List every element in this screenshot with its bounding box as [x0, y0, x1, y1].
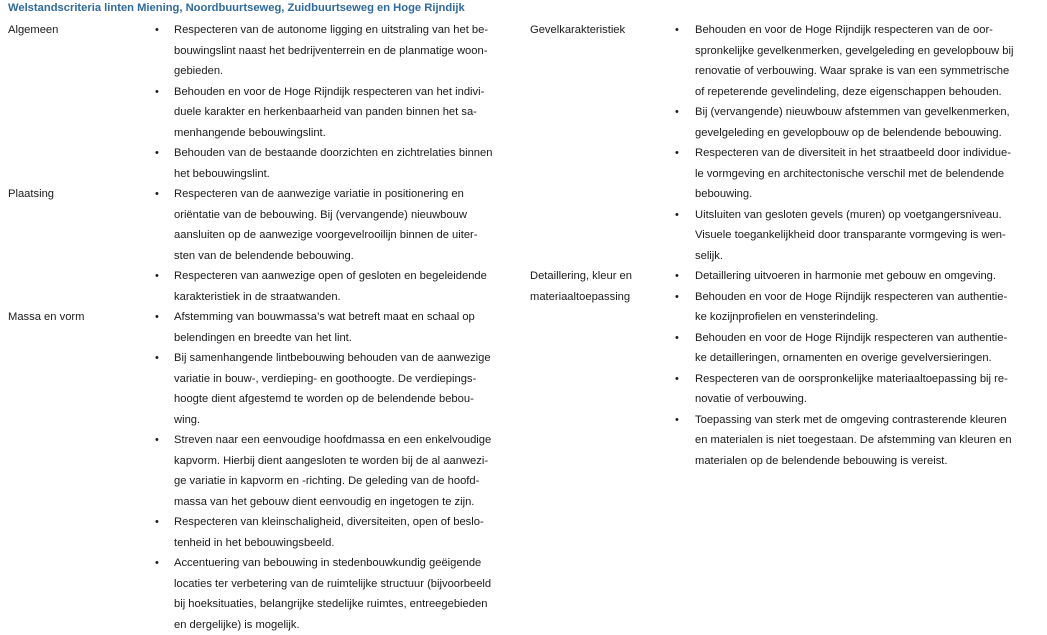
list-item — [0, 348, 510, 430]
section-plaatsing — [0, 184, 520, 307]
list-item-line: oriëntatie van de bebouwing. Bij (vervangende) nieuwbouw — [174, 205, 510, 226]
list-item — [0, 266, 510, 307]
list-item-line: massa van het gebouw dient eenvoudig en ingetogen te zijn. — [174, 492, 510, 513]
section-label-line: materiaaltoepassing — [530, 287, 680, 308]
bullet-list — [0, 307, 520, 635]
list-item-line: Uitsluiten van gesloten gevels (muren) op voetgangersniveau. — [695, 205, 1029, 226]
section-massa-en-vorm — [0, 307, 520, 635]
list-item-line: Respecteren van de oorspronkelijke materiaaltoepassing bij re- — [695, 369, 1029, 390]
bullet-icon: • — [675, 143, 679, 164]
list-item-line: Bij (vervangende) nieuwbouw afstemmen van gevelkenmerken, — [695, 102, 1029, 123]
bullet-icon: • — [675, 20, 679, 41]
list-item-line: renovatie of verbouwing. Waar sprake is van een symmetrische — [695, 61, 1029, 82]
list-item-line: novatie of verbouwing. — [695, 389, 1029, 410]
list-item-line: of repeterende gevelindeling, deze eigenschappen behouden. — [695, 82, 1029, 103]
section-label-text: Algemeen — [8, 20, 148, 41]
bullet-icon: • — [675, 287, 679, 308]
section-label-text: Massa en vorm — [8, 307, 148, 328]
list-item-line: bij hoeksituaties, belangrijke stedelijke ruimtes, entreegebieden — [174, 594, 510, 615]
list-item-line: Afstemming van bouwmassa’s wat betreft maat en schaal op — [174, 307, 510, 328]
list-item — [522, 143, 1029, 205]
list-item — [522, 369, 1029, 410]
list-item — [0, 430, 510, 512]
list-item-line: Behouden en voor de Hoge Rijndijk respecteren van de oor- — [695, 20, 1029, 41]
bullet-icon: • — [675, 369, 679, 390]
bullet-list — [522, 20, 1042, 266]
left-column — [0, 20, 520, 635]
bullet-icon: • — [155, 266, 159, 287]
list-item-line: Accentuering van bebouwing in stedenbouwkundig geëigende — [174, 553, 510, 574]
bullet-icon: • — [675, 266, 679, 287]
list-item-line: bouwingslint naast het bedrijventerrein en de planmatige woon- — [174, 41, 510, 62]
list-item-line: ke detailleringen, ornamenten en overige gevelversieringen. — [695, 348, 1029, 369]
list-item-line: kapvorm. Hierbij dient aangesloten te worden bij de al aanwezi- — [174, 451, 510, 472]
bullet-icon: • — [155, 20, 159, 41]
bullet-icon: • — [155, 184, 159, 205]
list-item-line: selijk. — [695, 246, 1029, 267]
list-item-line: Behouden en voor de Hoge Rijndijk respecteren van het indivi- — [174, 82, 510, 103]
list-item-line: Respecteren van kleinschaligheid, diversiteiten, open of beslo- — [174, 512, 510, 533]
list-item-line: tenheid in het bebouwingsbeeld. — [174, 533, 510, 554]
list-item-line: aansluiten op de aanwezige voorgevelrooilijn binnen de uiter- — [174, 225, 510, 246]
list-item-line: ge variatie in kapvorm en -richting. De geleding van de hoofd- — [174, 471, 510, 492]
list-item-line: hoogte dient afgestemd te worden op de belendende bebou- — [174, 389, 510, 410]
list-item-line: materialen op de belendende bebouwing is vereist. — [695, 451, 1029, 472]
list-item-line: Streven naar een eenvoudige hoofdmassa en een enkelvoudige — [174, 430, 510, 451]
list-item-line: gebieden. — [174, 61, 510, 82]
bullet-icon: • — [155, 348, 159, 369]
bullet-icon: • — [675, 205, 679, 226]
list-item — [0, 184, 510, 266]
list-item-line: menhangende bebouwingslint. — [174, 123, 510, 144]
list-item — [522, 287, 1029, 328]
list-item-line: gevelgeleding en gevelopbouw op de belendende bebouwing. — [695, 123, 1029, 144]
list-item — [522, 20, 1029, 102]
right-column — [522, 20, 1042, 471]
bullet-list — [522, 266, 1042, 471]
list-item-line: Respecteren van de autonome ligging en uitstraling van het be- — [174, 20, 510, 41]
document-title: Welstandscriteria linten Miening, Noordbuurtseweg, Zuidbuurtseweg en Hoge Rijndijk — [8, 2, 465, 14]
bullet-icon: • — [155, 512, 159, 533]
section-gevelkarakteristiek — [522, 20, 1042, 266]
bullet-icon: • — [155, 82, 159, 103]
list-item-line: locaties ter verbetering van de ruimtelijke structuur (bijvoorbeeld — [174, 574, 510, 595]
list-item-line: Bij samenhangende lintbebouwing behouden van de aanwezige — [174, 348, 510, 369]
list-item-line: Respecteren van aanwezige open of gesloten en begeleidende — [174, 266, 510, 287]
list-item-line: Behouden en voor de Hoge Rijndijk respecteren van authentie- — [695, 287, 1029, 308]
section-label-text: Gevelkarakteristiek — [530, 20, 680, 41]
bullet-icon: • — [155, 430, 159, 451]
list-item-line: duele karakter en herkenbaarheid van panden binnen het sa- — [174, 102, 510, 123]
list-item — [0, 143, 510, 184]
list-item — [0, 82, 510, 144]
list-item-line: Visuele toegankelijkheid door transparante vormgeving is wen- — [695, 225, 1029, 246]
list-item — [522, 205, 1029, 267]
bullet-icon: • — [155, 143, 159, 164]
list-item-line: en materialen is niet toegestaan. De afstemming van kleuren en — [695, 430, 1029, 451]
bullet-icon: • — [155, 307, 159, 328]
list-item — [0, 307, 510, 348]
bullet-list — [0, 184, 520, 307]
list-item-line: variatie in bouw-, verdieping- en goothoogte. De verdiepings- — [174, 369, 510, 390]
list-item — [0, 553, 510, 635]
list-item-line: Respecteren van de diversiteit in het straatbeeld door individue- — [695, 143, 1029, 164]
list-item-line: belendingen en breedte van het lint. — [174, 328, 510, 349]
list-item-line: sten van de belendende bebouwing. — [174, 246, 510, 267]
list-item-line: wing. — [174, 410, 510, 431]
list-item-line: en dergelijke) is mogelijk. — [174, 615, 510, 635]
list-item-line: spronkelijke gevelkenmerken, gevelgeleding en gevelopbouw bij — [695, 41, 1029, 62]
list-item-line: Detaillering uitvoeren in harmonie met gebouw en omgeving. — [695, 266, 1029, 287]
list-item-line: Respecteren van de aanwezige variatie in positionering en — [174, 184, 510, 205]
bullet-icon: • — [675, 410, 679, 431]
section-algemeen — [0, 20, 520, 184]
list-item — [522, 328, 1029, 369]
list-item — [0, 20, 510, 82]
list-item-line: bebouwing. — [695, 184, 1029, 205]
list-item — [522, 102, 1029, 143]
list-item — [522, 410, 1029, 472]
bullet-icon: • — [675, 328, 679, 349]
list-item-line: Behouden en voor de Hoge Rijndijk respecteren van authentie- — [695, 328, 1029, 349]
list-item — [0, 512, 510, 553]
bullet-icon: • — [155, 553, 159, 574]
bullet-icon: • — [675, 102, 679, 123]
section-label-text: Plaatsing — [8, 184, 148, 205]
list-item-line: het bebouwingslint. — [174, 164, 510, 185]
section-label-line: Detaillering, kleur en — [530, 266, 680, 287]
list-item-line: Behouden van de bestaande doorzichten en zichtrelaties binnen — [174, 143, 510, 164]
bullet-list — [0, 20, 520, 184]
list-item-line: le vormgeving en architectonische verschil met de belendende — [695, 164, 1029, 185]
list-item-line: ke kozijnprofielen en vensterindeling. — [695, 307, 1029, 328]
list-item — [522, 266, 1029, 287]
list-item-line: Toepassing van sterk met de omgeving contrasterende kleuren — [695, 410, 1029, 431]
section-detaillering-kleur-en-materiaaltoepassing — [522, 266, 1042, 471]
list-item-line: karakteristiek in de straatwanden. — [174, 287, 510, 308]
